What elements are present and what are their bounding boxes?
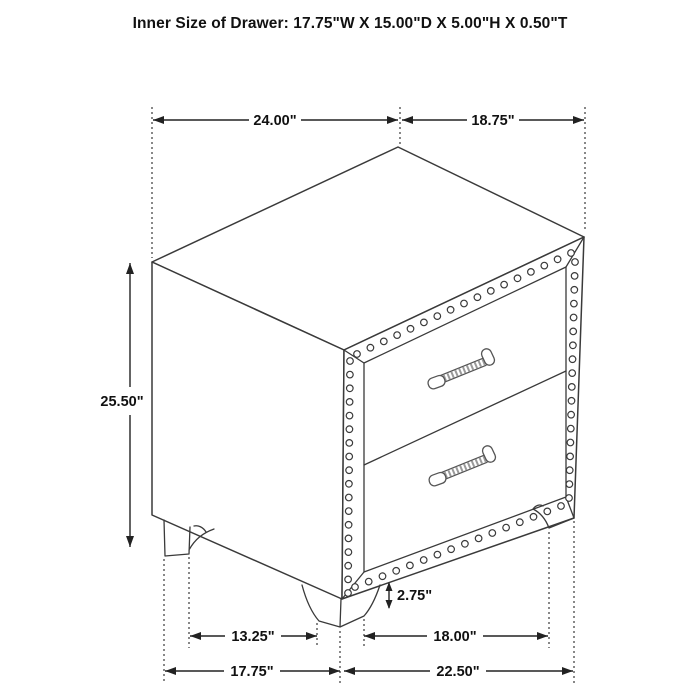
nailhead-stud bbox=[346, 412, 353, 419]
nailhead-stud bbox=[379, 573, 386, 580]
nailhead-stud bbox=[517, 519, 524, 526]
nailhead-stud bbox=[541, 262, 548, 269]
nailhead-stud bbox=[568, 411, 575, 418]
nailhead-stud bbox=[347, 385, 354, 392]
nailhead-stud bbox=[558, 503, 565, 510]
nailhead-stud bbox=[461, 300, 468, 307]
nailhead-stud bbox=[345, 535, 352, 542]
nailhead-stud bbox=[345, 508, 352, 515]
nightstand-drawing bbox=[152, 147, 584, 627]
nailhead-stud bbox=[407, 562, 414, 569]
nailhead-stud bbox=[367, 344, 374, 351]
nailhead-stud bbox=[530, 514, 537, 521]
nailhead-stud bbox=[347, 358, 354, 365]
nailhead-stud bbox=[347, 371, 354, 378]
nailhead-stud bbox=[554, 256, 561, 263]
nailhead-stud bbox=[544, 508, 551, 515]
nailhead-stud bbox=[394, 332, 401, 339]
nailhead-stud bbox=[352, 584, 359, 591]
dim-label-base-right: 22.50" bbox=[436, 664, 480, 680]
nailhead-stud bbox=[345, 522, 352, 529]
nailhead-stud bbox=[488, 288, 495, 295]
nailhead-stud bbox=[528, 269, 535, 276]
nailhead-stud bbox=[434, 313, 441, 320]
nailhead-stud bbox=[346, 399, 353, 406]
nailhead-stud bbox=[447, 307, 454, 314]
nailhead-stud bbox=[501, 281, 508, 288]
dim-label-height: 25.50" bbox=[100, 394, 144, 410]
nailhead-stud bbox=[393, 568, 400, 575]
nailhead-stud bbox=[571, 300, 578, 307]
nailhead-stud bbox=[346, 467, 353, 474]
nailhead-stud bbox=[566, 481, 573, 488]
dim-label-top-left: 24.00" bbox=[253, 113, 297, 129]
nailhead-stud bbox=[475, 535, 482, 542]
nailhead-stud bbox=[569, 384, 576, 391]
nailhead-stud bbox=[346, 426, 353, 433]
nailhead-stud bbox=[346, 440, 353, 447]
nailhead-stud bbox=[346, 481, 353, 488]
nailhead-stud bbox=[570, 328, 577, 335]
nailhead-stud bbox=[345, 576, 352, 583]
nailhead-stud bbox=[474, 294, 481, 301]
nailhead-stud bbox=[567, 439, 574, 446]
nailhead-stud bbox=[570, 342, 577, 349]
dim-label-leg-height: 2.75" bbox=[397, 588, 433, 604]
nailhead-stud bbox=[489, 530, 496, 537]
nailhead-stud bbox=[345, 590, 352, 597]
nailhead-stud bbox=[569, 370, 576, 377]
dim-label-top-right: 18.75" bbox=[471, 113, 515, 129]
nailhead-stud bbox=[345, 562, 352, 569]
nailhead-stud bbox=[421, 319, 428, 326]
dim-label-leg-spacing-front: 18.00" bbox=[433, 629, 477, 645]
nailhead-stud bbox=[365, 578, 372, 585]
nailhead-stud bbox=[567, 453, 574, 460]
nailhead-stud bbox=[448, 546, 455, 553]
nailhead-stud bbox=[569, 356, 576, 363]
nailhead-stud bbox=[462, 541, 469, 548]
nailhead-stud bbox=[566, 467, 573, 474]
nailhead-stud bbox=[566, 495, 573, 502]
nailhead-stud bbox=[345, 549, 352, 556]
nailhead-stud bbox=[572, 259, 579, 266]
nailhead-stud bbox=[503, 524, 510, 531]
nailhead-stud bbox=[420, 557, 427, 564]
nailhead-stud bbox=[570, 314, 577, 321]
nailhead-stud bbox=[407, 326, 414, 333]
nailhead-stud bbox=[568, 398, 575, 405]
nailhead-stud bbox=[346, 494, 353, 501]
nailhead-stud bbox=[571, 287, 578, 294]
nailhead-stud bbox=[381, 338, 388, 345]
nailhead-stud bbox=[514, 275, 521, 282]
nailhead-stud bbox=[346, 453, 353, 460]
nailhead-stud bbox=[434, 551, 441, 558]
nailhead-stud bbox=[571, 273, 578, 280]
dim-label-leg-spacing-side: 13.25" bbox=[231, 629, 275, 645]
nailhead-stud bbox=[568, 425, 575, 432]
dim-label-base-left: 17.75" bbox=[230, 664, 274, 680]
nailhead-stud bbox=[354, 351, 361, 358]
nailhead-stud bbox=[568, 250, 575, 257]
diagram-title: Inner Size of Drawer: 17.75"W X 15.00"D X 5.00"H X 0.50"T bbox=[132, 15, 568, 32]
